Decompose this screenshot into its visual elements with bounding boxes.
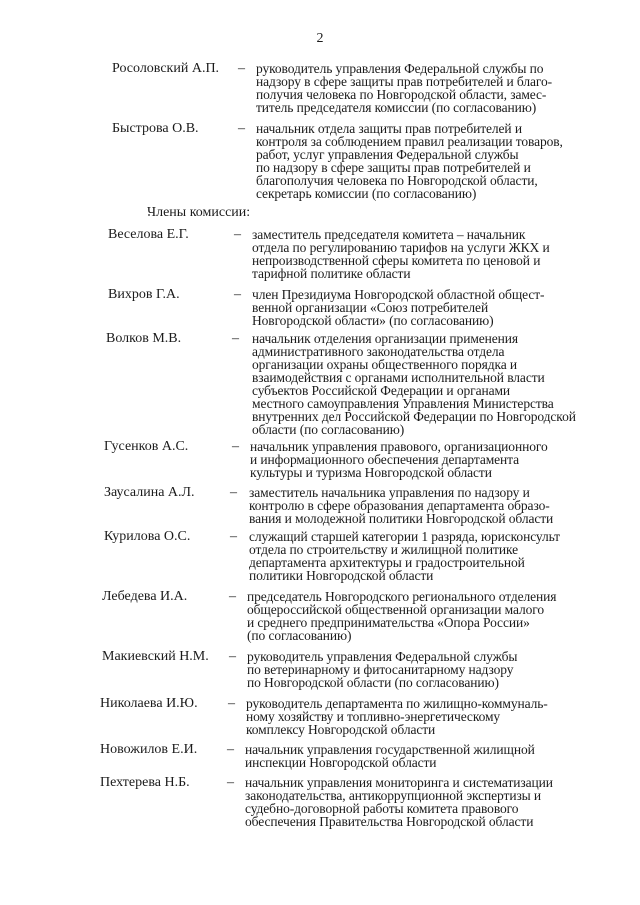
member-name: Новожилов Е.И. [100,742,198,757]
position-line: член Президиума Новгородской областной общест- [252,287,545,302]
position-line: контролю в сфере образования департамента образо- [249,498,550,513]
member-name: Макиевский Н.М. [102,649,209,664]
position-line: (по согласованию) [247,628,352,643]
member-name: Заусалина А.Л. [104,485,195,500]
position-line: по Новгородской области (по согласованию) [247,675,499,690]
dash-separator: – [238,61,245,76]
position-line: руководитель управления Федеральной службы [247,649,518,664]
position-line: начальник управления государственной жилищной [245,742,535,757]
position-line: вания и молодежной политики Новгородской области [249,511,554,526]
position-line: обеспечения Правительства Новгородской области [245,814,534,829]
position-line: контроля за соблюдением правил реализации товаров, [256,134,563,149]
dash-separator: – [234,227,241,242]
position-line: заместитель начальника управления по надзору и [249,485,530,500]
dash-separator: – [227,742,234,757]
position-line: общероссийской общественной организации малого [247,602,545,617]
position-line: взаимодействия с органами исполнительной власти [252,370,545,385]
position-line: работ, услуг управления Федеральной службы [256,147,519,162]
member-position [247,650,517,689]
position-line: организации охраны общественного порядка и [252,357,518,372]
member-name: Быстрова О.В. [112,121,199,136]
position-line: ному хозяйству и топливно-энергетическому [246,709,501,724]
dash-separator: – [232,331,239,346]
position-line: и среднего предпринимательства «Опора России» [247,615,530,630]
position-line: комплексу Новгородской области [246,722,436,737]
position-line: руководитель управления Федеральной службы по [256,61,544,76]
dash-separator: – [238,121,245,136]
position-line: местного самоуправления Управления Министерства [252,396,554,411]
position-line: начальник отделения организации применения [252,331,519,346]
position-line: непроизводственной сферы комитета по ценовой и [252,253,541,268]
position-line: надзору в сфере защиты прав потребителей и благо- [256,74,553,89]
member-position [245,776,553,828]
dash-separator: – [229,589,236,604]
position-line: субъектов Российской Федерации и органами [252,383,511,398]
position-line: руководитель департамента по жилищно-коммуналь- [246,696,548,711]
dash-separator: – [232,439,239,454]
position-line: отдела по регулированию тарифов на услуги ЖКХ и [252,240,550,255]
member-position [246,697,548,736]
position-line: служащий старшей категории 1 разряда, юрисконсульт [249,529,560,544]
member-position [252,332,576,436]
member-position [256,62,552,114]
position-line: внутренних дел Российской Федерации по Новгородской [252,409,576,424]
position-line: отдела по строительству и жилищной политике [249,542,518,557]
member-name: Веселова Е.Г. [108,227,189,242]
position-line: административного законодательства отдела [252,344,505,359]
member-position [250,440,548,479]
position-line: законодательства, антикоррупционной экспертизы и [245,788,542,803]
position-line: области (по согласованию) [252,422,405,437]
position-line: по ветеринарному и фитосанитарному надзору [247,662,514,677]
position-line: венной организации «Союз потребителей [252,300,489,315]
position-line: судебно-договорной работы комитета правового [245,801,519,816]
dash-separator: – [230,485,237,500]
member-position [245,743,535,769]
member-name: Росоловский А.П. [112,61,220,76]
position-line: политики Новгородской области [249,568,434,583]
member-name: Лебедева И.А. [102,589,188,604]
member-name: Вихров Г.А. [108,287,180,302]
position-line: тарифной политике области [252,266,411,281]
position-line: по надзору в сфере защиты прав потребителей и [256,160,531,175]
position-line: заместитель председателя комитета – начальник [252,227,526,242]
position-line: начальник управления мониторинга и систематизации [245,775,553,790]
dash-separator: – [229,649,236,664]
position-line: начальник отдела защиты прав потребителей и [256,121,522,136]
position-line: Новгородской области» (по согласованию) [252,313,494,328]
member-name: Пехтерева Н.Б. [100,775,190,790]
member-position [249,486,553,525]
position-line: департамента архитектуры и градостроительной [249,555,525,570]
position-line: получия человека по Новгородской области, замес- [256,87,547,102]
dash-separator: – [228,696,235,711]
position-line: титель председателя комиссии (по согласованию) [256,100,537,115]
position-line: инспекции Новгородской области [245,755,437,770]
dash-separator: – [227,775,234,790]
section-label-members: Члены комиссии: [147,205,251,220]
member-position [252,228,550,280]
position-line: благополучия человека по Новгородской области, [256,173,538,188]
dash-separator: – [234,287,241,302]
member-name: Курилова О.С. [104,529,191,544]
member-name: Волков М.В. [106,331,182,346]
member-position [252,288,544,327]
position-line: секретарь комиссии (по согласованию) [256,186,477,201]
position-line: начальник управления правового, организационного [250,439,548,454]
page-number: 2 [316,31,324,46]
member-position [249,530,560,582]
dash-separator: – [230,529,237,544]
member-position [256,122,563,200]
position-line: председатель Новгородского регионального отделения [247,589,557,604]
member-name: Николаева И.Ю. [100,696,198,711]
position-line: и информационного обеспечения департамента [250,452,520,467]
position-line: культуры и туризма Новгородской области [250,465,492,480]
member-position [247,590,556,642]
member-name: Гусенков А.С. [104,439,189,454]
